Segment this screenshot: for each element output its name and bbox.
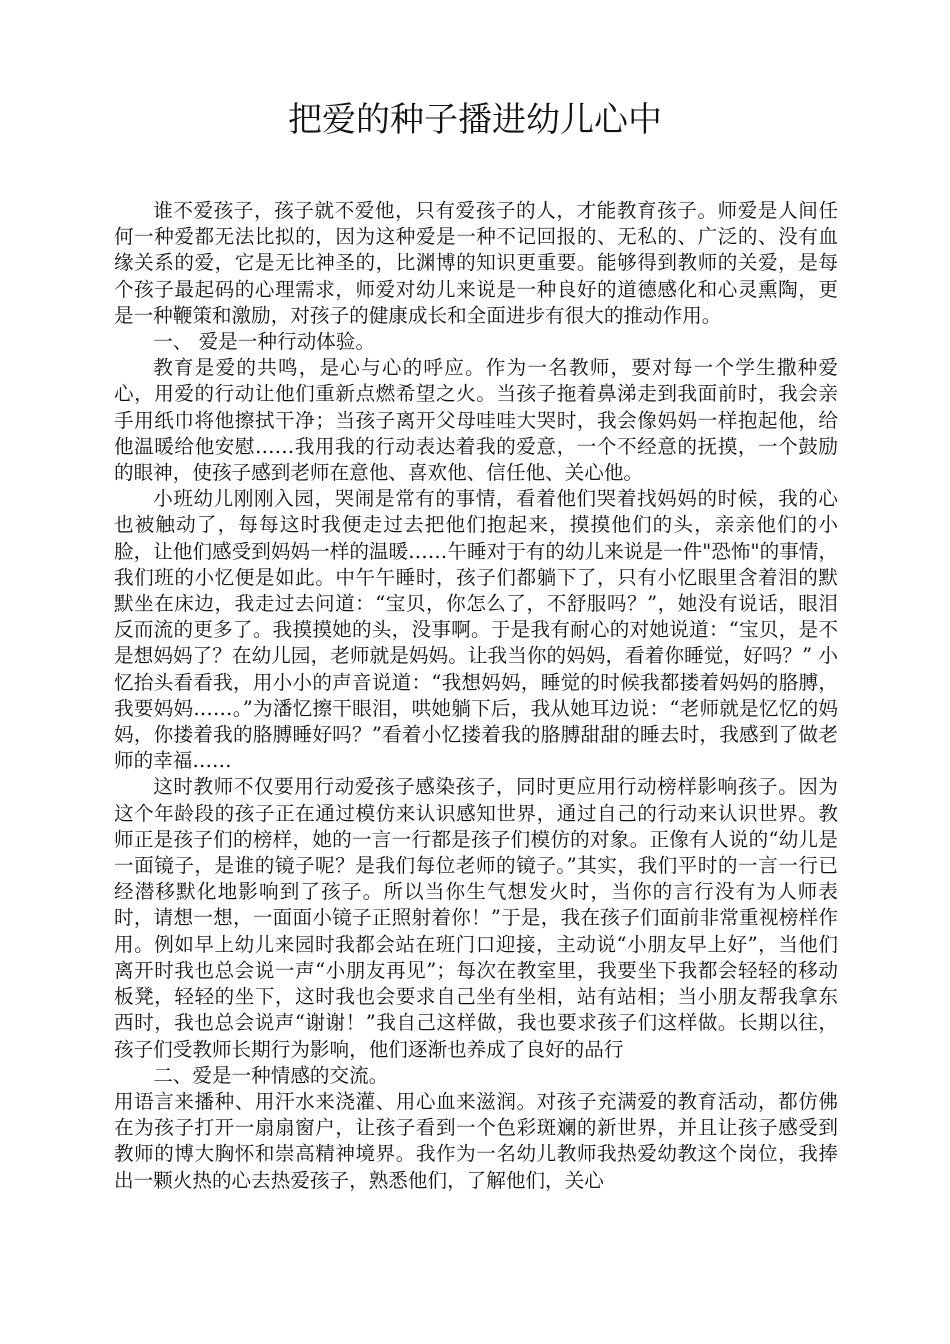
- document-body: [114, 198, 838, 1194]
- paragraph-action: 教育是爱的共鸣，是心与心的呼应。作为一名教师，要对每一个学生撒种爱心，用爱的行动让他们重新点燃希望之火。当孩子拖着鼻涕走到我面前时，我会亲手用纸巾将他擦拭干净；当孩子离开父母哇哇大哭时，我会像妈妈一样抱起他，给他温暖给他安慰……我用我的行动表达着我的爱意，一个不经意的抚摸，一个鼓励的眼神，使孩子感到老师在意他、喜欢他、信任他、关心他。: [114, 356, 838, 485]
- document-title: 把爱的种子播进幼儿心中: [288, 100, 662, 140]
- paragraph-story: 小班幼儿刚刚入园，哭闹是常有的事情，看着他们哭着找妈妈的时候，我的心也被触动了，每每这时我便走过去把他们抱起来，摸摸他们的头，亲亲他们的小脸，让他们感受到妈妈一样的温暖……午睡对于有的幼儿来说是一件"恐怖"的事情，我们班的小忆便是如此。中午午睡时，孩子们都躺下了，只有小忆眼里含着泪的默默坐在床边，我走过去问道：“宝贝，你怎么了，不舒服吗？”，她没有说话，眼泪反而流的更多了。我摸摸她的头，没事啊。于是我有耐心的对她说道：“宝贝，是不是想妈妈了？在幼儿园，老师就是妈妈。让我当你的妈妈，看着你睡觉，好吗？” 小忆抬头看看我，用小小的声音说道：“我想妈妈，睡觉的时候我都搂着妈妈的胳膊，我要妈妈……。”为潘忆擦干眼泪，哄她躺下后，我从她耳边说：“老师就是忆忆的妈妈，你搂着我的胳膊睡好吗？”看着小忆搂着我的胳膊甜甜的睡去时，我感到了做老师的幸福……: [114, 487, 838, 773]
- paragraph-role-model: 这时教师不仅要用行动爱孩子感染孩子，同时更应用行动榜样影响孩子。因为这个年龄段的孩子正在通过模仿来认识感知世界，通过自己的行动来认识世界。教师正是孩子们的榜样，她的一言一行都是孩子们模仿的对象。正像有人说的“幼儿是一面镜子，是谁的镜子呢？是我们每位老师的镜子。”其实，我们平时的一言一行已经潜移默化地影响到了孩子。所以当你生气想发火时，当你的言行没有为人师表时，请想一想，一面面小镜子正照射着你！”于是，我在孩子们面前非常重视榜样作用。例如早上幼儿来园时我都会站在班门口迎接，主动说“小朋友早上好”，当他们离开时我也总会说一声“小朋友再见”；每次在教室里，我要坐下我都会轻轻的移动板凳，轻轻的坐下，这时我也会要求自己坐有坐相，站有站相；当小朋友帮我拿东西时，我也总会说声“谢谢！”我自己这样做，我也要求孩子们这样做。长期以往，孩子们受教师长期行为影响，他们逐渐也养成了良好的品行: [114, 775, 838, 1061]
- section-heading-2: 二、爱是一种情感的交流。: [153, 1063, 389, 1087]
- section-heading-1: 一、 爱是一种行动体验。: [153, 330, 375, 354]
- paragraph-intro: 谁不爱孩子，孩子就不爱他，只有爱孩子的人，才能教育孩子。师爱是人间任何一种爱都无法比拟的，因为这种爱是一种不记回报的、无私的、广泛的、没有血缘关系的爱，它是无比神圣的，比渊博的知识更重要。能够得到教师的关爱，是每个孩子最起码的心理需求，师爱对幼儿来说是一种良好的道德感化和心灵熏陶，更是一种鞭策和激励，对孩子的健康成长和全面进步有很大的推动作用。: [114, 199, 838, 327]
- paragraph-emotion: 用语言来播种、用汗水来浇灌、用心血来滋润。对孩子充满爱的教育活动，都仿佛在为孩子打开一扇扇窗户，让孩子看到一个色彩斑斓的新世界，并且让孩子感受到教师的博大胸怀和崇高精神境界。我作为一名幼儿教师我热爱幼教这个岗位，我捧出一颗火热的心去热爱孩子，熟悉他们，了解他们，关心: [114, 1089, 838, 1192]
